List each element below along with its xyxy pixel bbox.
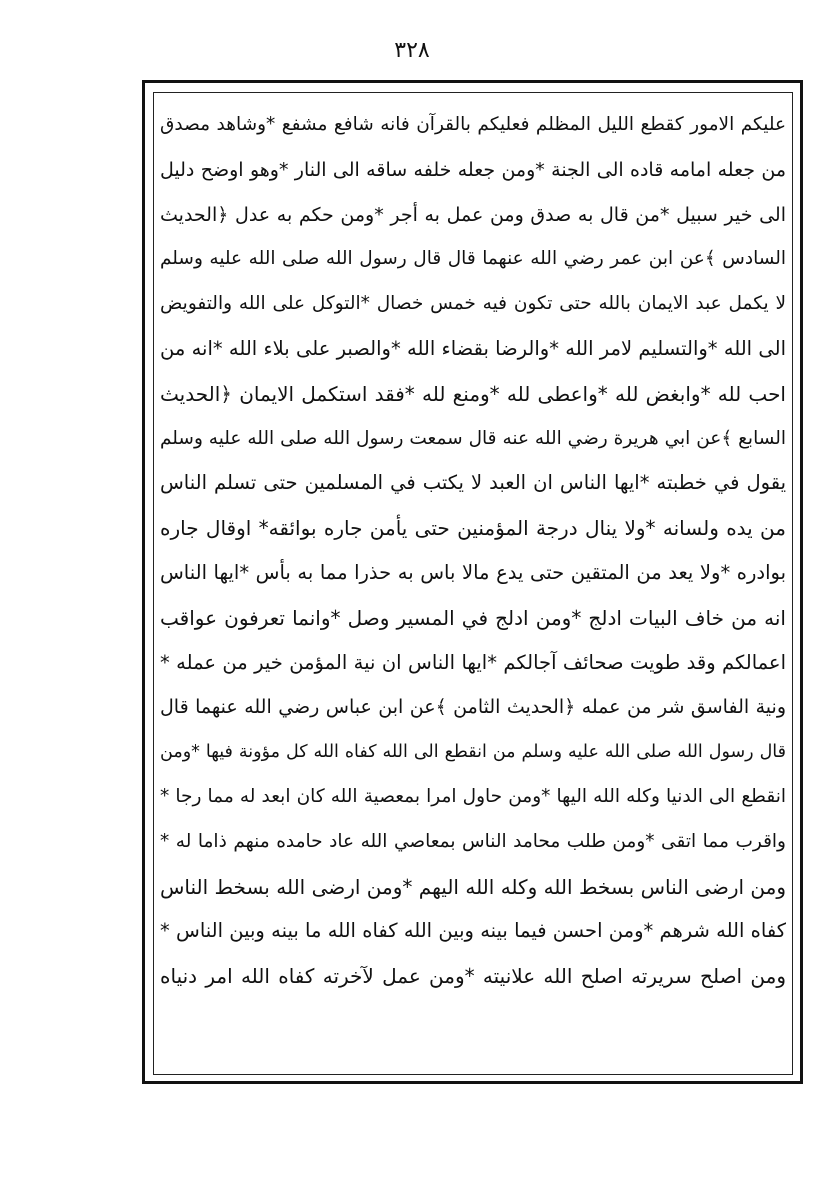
text-line: بوادره *ولا يعد من المتقين حتى يدع مالا باس به حذرا مما به بأس *ايها الناس [160,560,786,584]
text-line: ومن ارضى الناس بسخط الله وكله الله اليهم *ومن ارضى الله بسخط الناس [160,874,786,899]
text-line: السابع ﴾عن ابي هريرة رضي الله عنه قال سمعت رسول الله صلى الله عليه وسلم [160,427,786,449]
text-line: ونية الفاسق شر من عمله ﴿الحديث الثامن ﴾عن ابن عباس رضي الله عنهما قال [160,696,786,719]
text-line: من يده ولسانه *ولا ينال درجة المؤمنين حتى يأمن جاره بوائقه* اوقال جاره [160,516,786,541]
text-line: عليكم الامور كقطع الليل المظلم فعليكم بالقرآن فانه شافع مشفع *وشاهد مصدق [160,114,786,135]
text-line: من جعله امامه قاده الى الجنة *ومن جعله خلفه ساقه الى النار *وهو اوضح دليل [160,158,786,181]
text-line: اعمالكم وقد طويت صحائف آجالكم *ايها الناس ان نية المؤمن خير من عمله * [160,650,786,674]
page-number: ۳۲۸ [394,38,430,63]
text-line: ومن اصلح سريرته اصلح الله علانيته *ومن عمل لآخرته كفاه الله امر دنياه [160,964,786,989]
text-line: الى خير سبيل *من قال به صدق ومن عمل به أجر *ومن حكم به عدل ﴿الحديث [160,203,786,226]
text-line: واقرب مما اتقى *ومن طلب محامد الناس بمعاصي الله عاد حامده منهم ذاما له * [160,830,786,852]
text-line: كفاه الله شرهم *ومن احسن فيما بينه وبين الله كفاه الله ما بينه وبين الناس * [160,919,786,943]
text-block [160,103,786,999]
text-line: احب لله *وابغض لله *واعطى لله *ومنع لله *فقد استكمل الايمان ﴿الحديث [160,381,786,406]
text-line: الى الله *والتسليم لامر الله *والرضا بقضاء الله *والصبر على بلاء الله *انه من [160,336,786,360]
text-line: قال رسول الله صلى الله عليه وسلم من انقطع الى الله كفاه الله كل مؤونة فيها *ومن [160,742,786,763]
text-line: لا يكمل عبد الايمان بالله حتى تكون فيه خمس خصال *التوكل على الله والتفويض [160,293,786,315]
text-line: السادس ﴾عن ابن عمر رضي الله عنهما قال قال رسول الله صلى الله عليه وسلم [160,248,786,270]
text-line: يقول في خطبته *ايها الناس ان العبد لا يكتب في المسلمين حتى تسلم الناس [160,471,786,495]
text-line: انقطع الى الدنيا وكله الله اليها *ومن حاول امرا بمعصية الله كان ابعد له مما رجا * [160,785,786,807]
text-line: انه من خاف البيات ادلج *ومن ادلج في المسير وصل *وانما تعرفون عواقب [160,605,786,630]
